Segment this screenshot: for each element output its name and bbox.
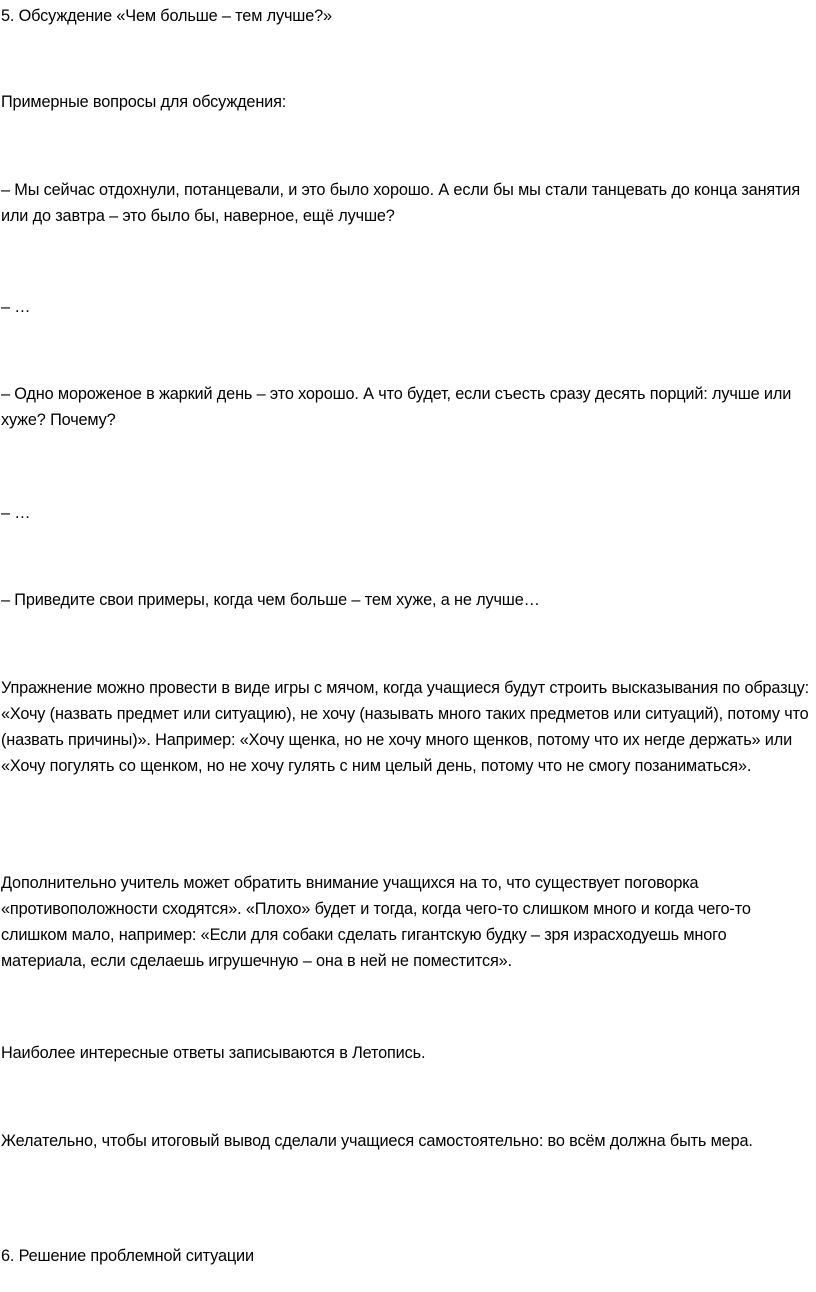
chronicle-paragraph: Наиболее интересные ответы записываются в Летопись. [1,1044,426,1062]
question-ice-cream: – Одно мороженое в жаркий день – это хорошо. А что будет, если съесть сразу десять порций: лучше или хуже? Почему? [1,385,792,429]
section-heading-6: 6. Решение проблемной ситуации [1,1247,254,1265]
additional-paragraph: Дополнительно учитель может обратить внимание учащихся на то, что существует поговорка «противоположности сходятся». «Плохо» будет и тогда, когда чего-то слишком много и когда чего-то слишком мало, например: «Если для собаки сделать гигантскую будку – зря израсходуешь много материала, если сделаешь игрушечную – она в ней не поместится». [1,874,751,970]
section-heading-5: 5. Обсуждение «Чем больше – тем лучше?» [1,7,332,25]
conclusion-paragraph: Желательно, чтобы итоговый вывод сделали учащиеся самостоятельно: во всём должна быть мера. [1,1132,753,1150]
question-dancing: – Мы сейчас отдохнули, потанцевали, и это было хорошо. А если бы мы стали танцевать до конца занятия или до завтра – это было бы, наверное, ещё лучше? [1,181,801,225]
exercise-paragraph: Упражнение можно провести в виде игры с мячом, когда учащиеся будут строить высказывания по образцу: «Хочу (назвать предмет или ситуацию), не хочу (называть много таких предметов или ситуаций), потому что (назвать причины)». Например: «Хочу щенка, но не хочу много щенков, потому что их негде держать» или «Хочу погулять со щенком, но не хочу гулять с ним целый день, потому что не смогу позаниматься». [1,679,810,775]
intro-paragraph: Примерные вопросы для обсуждения: [1,93,287,111]
question-own-examples: – Приведите свои примеры, когда чем больше – тем хуже, а не лучше… [1,591,540,609]
answer-placeholder-1: – … [1,298,31,316]
answer-placeholder-2: – … [1,504,31,522]
